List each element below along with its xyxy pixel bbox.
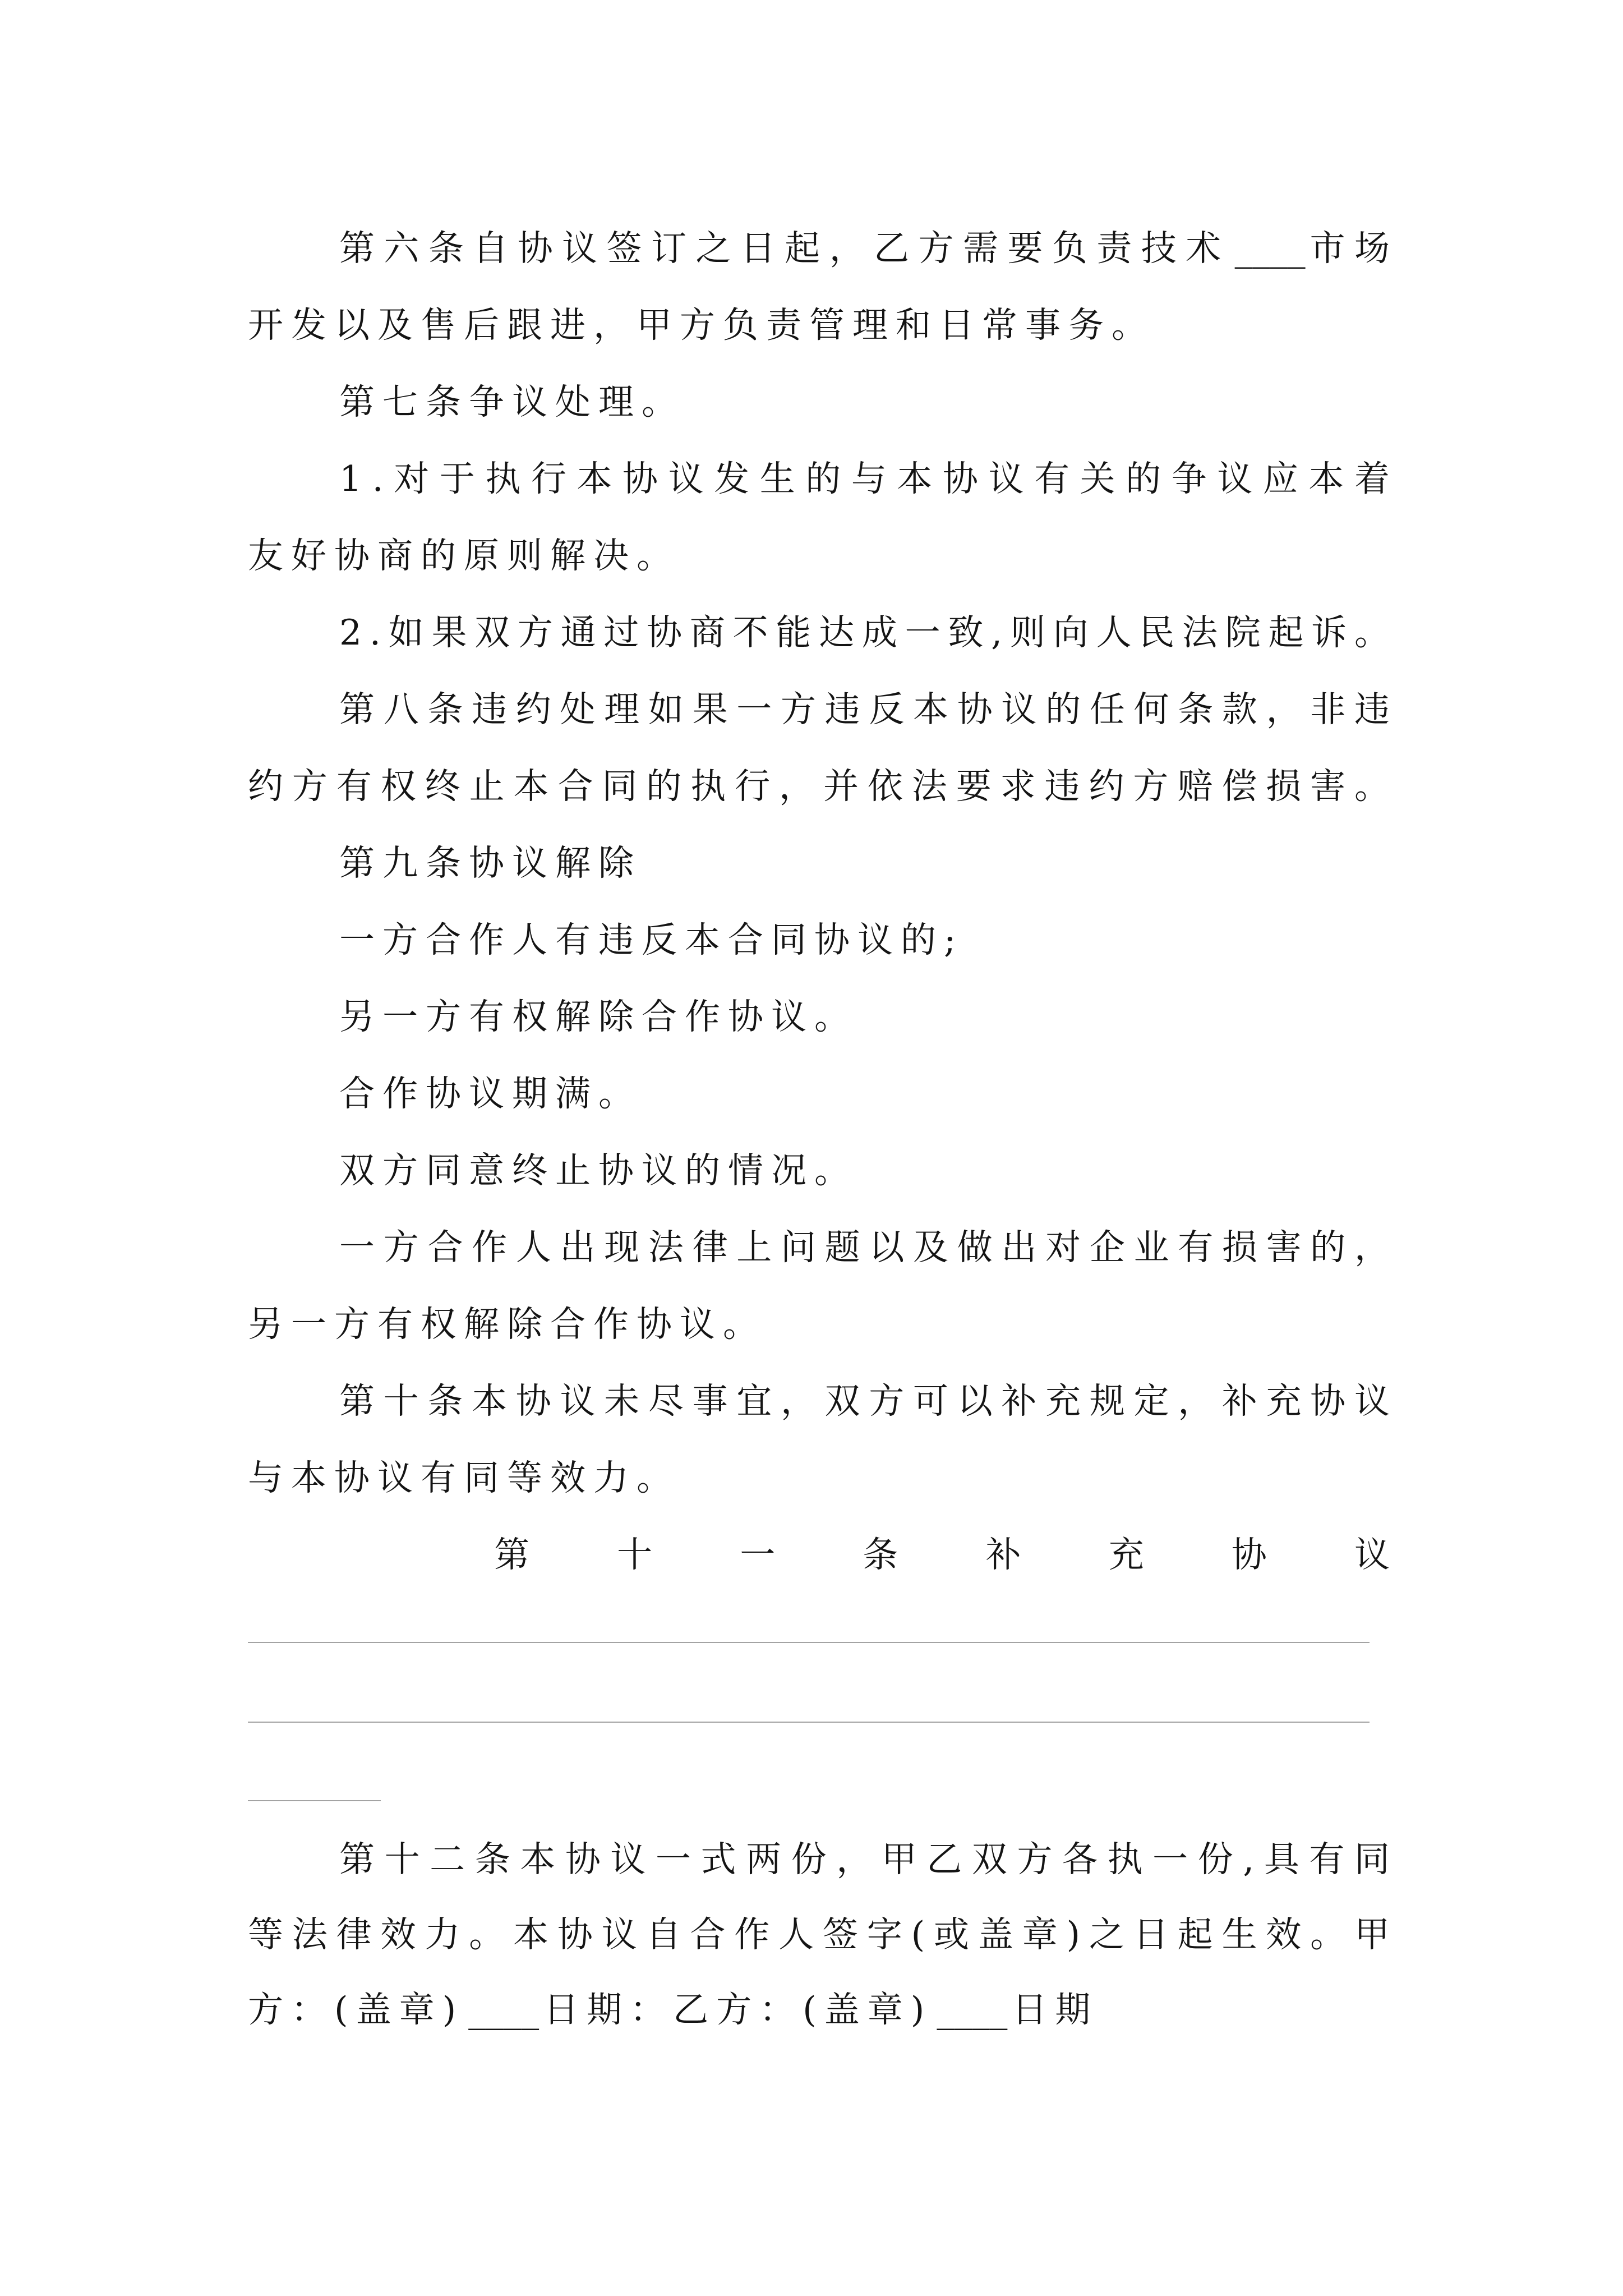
line-text: 等法律效力。本协议自合作人签字(或盖章)之日起生效。甲	[248, 1914, 1399, 1955]
text-line	[248, 1897, 1399, 1972]
document-body	[248, 210, 1478, 1593]
text-line	[248, 287, 1390, 364]
text-line	[248, 1439, 1390, 1516]
text-line	[248, 1363, 1399, 1439]
text-line	[248, 978, 1390, 1055]
fill-line	[248, 1800, 381, 1801]
line-text: 开发以及售后跟进，甲方负责管理和日常事务。	[248, 305, 1155, 346]
text-line	[248, 748, 1399, 825]
line-text: 第九条协议解除	[339, 843, 642, 884]
line-text: 另一方有权解除合作协议。	[248, 1304, 766, 1345]
article-7-item-2	[248, 594, 1398, 671]
article-9-clause-4	[248, 1132, 1390, 1209]
text-line	[248, 364, 1390, 440]
text-line	[248, 1209, 1399, 1286]
article-7-item-1	[248, 440, 1400, 594]
article-9-clause-1	[248, 901, 1390, 978]
line-text: 合作协议期满。	[339, 1073, 642, 1114]
line-text: 1.对于执行本协议发生的与本协议有关的争议应本着	[339, 458, 1400, 499]
article-9-title	[248, 825, 1390, 901]
blank-underline: ____	[468, 1989, 540, 2030]
article-8	[248, 671, 1399, 825]
line-text: 2.如果双方通过协商不能达成一致,则向人民法院起诉。	[339, 612, 1398, 653]
text-line	[248, 1972, 1390, 2047]
text-line	[248, 1055, 1390, 1132]
line-text: 第七条争议处理。	[339, 381, 685, 422]
article-12	[248, 1822, 1400, 2047]
line-text: 第十一条补充协议	[494, 1534, 1478, 1575]
text-line	[248, 517, 1390, 594]
line-text: 双方同意终止协议的情况。	[339, 1150, 857, 1191]
line-text: 与本协议有同等效力。	[248, 1457, 680, 1498]
line-text: 一方合作人出现法律上问题以及做出对企业有损害的，	[339, 1227, 1399, 1268]
article-9-clause-5	[248, 1209, 1399, 1363]
blank-underline: ____	[937, 1989, 1008, 2030]
line-text: 第十二条本协议一式两份，甲乙双方各执一份,具有同	[339, 1839, 1400, 1880]
line-text: 友好协商的原则解决。	[248, 535, 680, 576]
article-7-title	[248, 364, 1390, 440]
text-line	[248, 594, 1398, 671]
line-text: 方：(盖章) ____ 日期：乙方：(盖章) ____ 日期	[248, 1989, 1099, 2030]
text-line	[248, 210, 1399, 287]
article-9-clause-2	[248, 978, 1390, 1055]
text-line	[248, 671, 1399, 748]
blank-underline: ____	[1234, 228, 1306, 269]
line-text: 约方有权终止本合同的执行，并依法要求违约方赔偿损害。	[248, 766, 1399, 807]
text-line	[248, 1822, 1400, 1897]
article-9-clause-3	[248, 1055, 1390, 1132]
line-text: 一方合作人有违反本合同协议的;	[339, 919, 964, 960]
text-line	[248, 440, 1400, 517]
article-10	[248, 1363, 1399, 1516]
line-text: 另一方有权解除合作协议。	[339, 996, 857, 1037]
fill-line	[248, 1722, 1370, 1723]
line-text: 第六条自协议签订之日起，乙方需要负责技术 ____ 市场	[339, 228, 1399, 269]
text-line	[248, 1286, 1390, 1363]
text-line	[248, 1132, 1390, 1209]
line-text: 第八条违约处理如果一方违反本协议的任何条款，非违	[339, 689, 1399, 730]
article-11-heading	[248, 1516, 1478, 1593]
article-6	[248, 210, 1399, 364]
text-line	[248, 901, 1390, 978]
text-line	[248, 1516, 1478, 1593]
text-line	[248, 825, 1390, 901]
line-text: 第十条本协议未尽事宜，双方可以补充规定，补充协议	[339, 1381, 1399, 1421]
fill-line	[248, 1642, 1370, 1643]
